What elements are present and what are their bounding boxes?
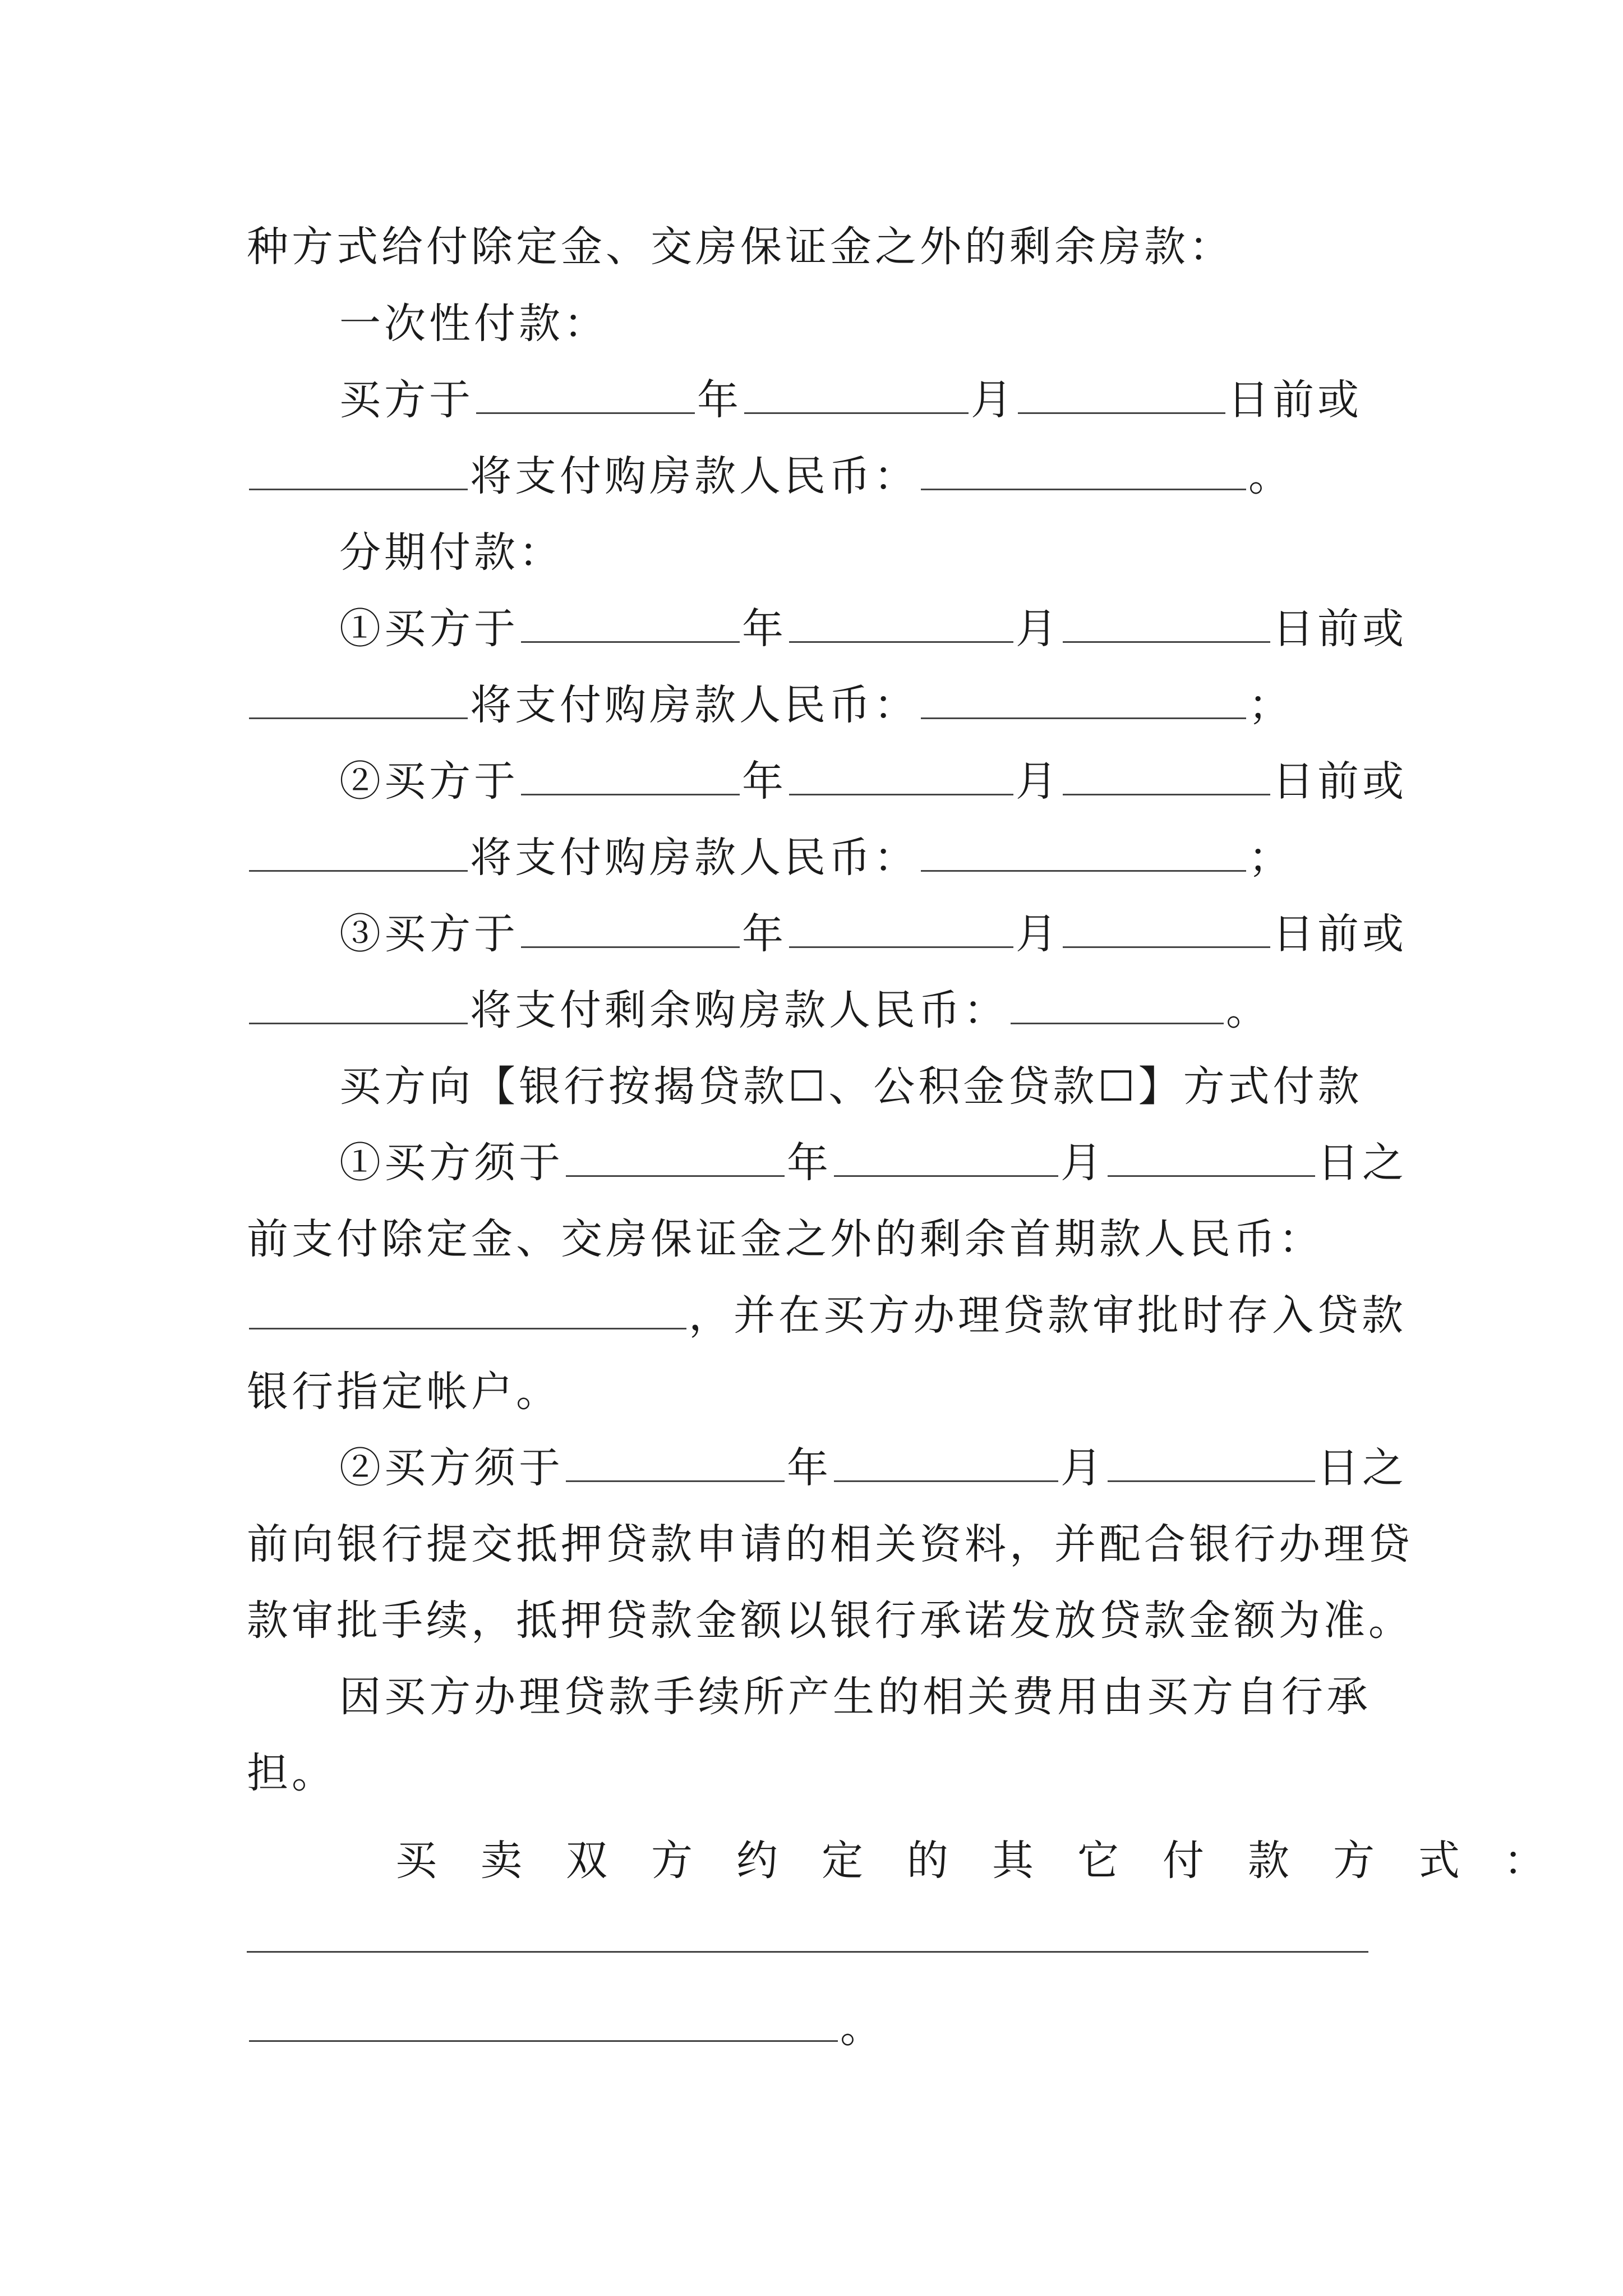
amount-field[interactable] (249, 1294, 686, 1329)
paragraph-line: 款审批手续，抵押贷款金额以银行承诺发放贷款金额为准。 (247, 1596, 1413, 1645)
paragraph-line: 种方式给付除定金、交房保证金之外的剩余房款： (247, 223, 1234, 271)
other-payment-field-line-1[interactable] (247, 1951, 1368, 1953)
year-field[interactable] (521, 608, 740, 643)
date-line: 买方于 年 月 日前或 (339, 376, 1362, 424)
amount-line: 将支付剩余购房款人民币： 。 (247, 979, 1623, 1041)
month-field[interactable] (834, 1142, 1058, 1177)
amount-field[interactable] (921, 455, 1246, 490)
month-field[interactable] (789, 913, 1013, 948)
paragraph-line: 因买方办理贷款手续所产生的相关费用由买方自行承 (339, 1673, 1371, 1721)
condition-field[interactable] (249, 684, 468, 719)
day-field[interactable] (1063, 608, 1270, 643)
paragraph-line: 前向银行提交抵押贷款申请的相关资料，并配合银行办理贷 (247, 1520, 1413, 1568)
year-field[interactable] (566, 1447, 785, 1482)
year-field[interactable] (476, 379, 695, 414)
month-field[interactable] (789, 608, 1013, 643)
day-field[interactable] (1063, 760, 1270, 795)
amount-field[interactable] (921, 836, 1246, 872)
year-field[interactable] (521, 913, 740, 948)
amount-line: 将支付购房款人民币： 。 (247, 445, 1623, 507)
condition-field[interactable] (249, 455, 468, 490)
other-payment-field[interactable] (249, 2007, 838, 2042)
date-line: ①买方须于 年 月 日之 (339, 1139, 1407, 1187)
other-payment-heading: 买卖双方约定的其它付款方式： (395, 1837, 1589, 1885)
month-field[interactable] (789, 760, 1013, 795)
date-line: ①买方于 年 月 日前或 (339, 605, 1407, 653)
date-line: ②买方须于 年 月 日之 (339, 1444, 1407, 1492)
day-field[interactable] (1108, 1447, 1315, 1482)
amount-field[interactable] (1011, 989, 1224, 1024)
other-payment-field-line-2: 。 (247, 1997, 1623, 2059)
date-line: ②买方于 年 月 日前或 (339, 757, 1407, 806)
year-field[interactable] (521, 760, 740, 795)
condition-field[interactable] (249, 836, 468, 872)
heading-installments: 分期付款： (339, 528, 564, 577)
month-field[interactable] (834, 1447, 1058, 1482)
amount-line: ，并在买方办理贷款审批时存入贷款 (247, 1285, 1623, 1346)
heading-lump-sum: 一次性付款： (339, 300, 608, 348)
amount-line: 将支付购房款人民币： ； (247, 827, 1623, 889)
paragraph-line: 担。 (247, 1749, 336, 1797)
day-field[interactable] (1063, 913, 1270, 948)
month-field[interactable] (744, 379, 969, 414)
amount-line: 将支付购房款人民币： ； (247, 674, 1623, 736)
date-line: ③买方于 年 月 日前或 (339, 910, 1407, 958)
day-field[interactable] (1018, 379, 1225, 414)
year-field[interactable] (566, 1142, 785, 1177)
condition-field[interactable] (249, 989, 468, 1024)
paragraph-line: 银行指定帐户。 (247, 1368, 561, 1416)
paragraph-line: 前支付除定金、交房保证金之外的剩余首期款人民币： (247, 1215, 1324, 1263)
amount-field[interactable] (921, 684, 1246, 719)
loan-method-line: 买方向【银行按揭贷款☐、公积金贷款☐】方式付款 (339, 1062, 1363, 1111)
day-field[interactable] (1108, 1142, 1315, 1177)
